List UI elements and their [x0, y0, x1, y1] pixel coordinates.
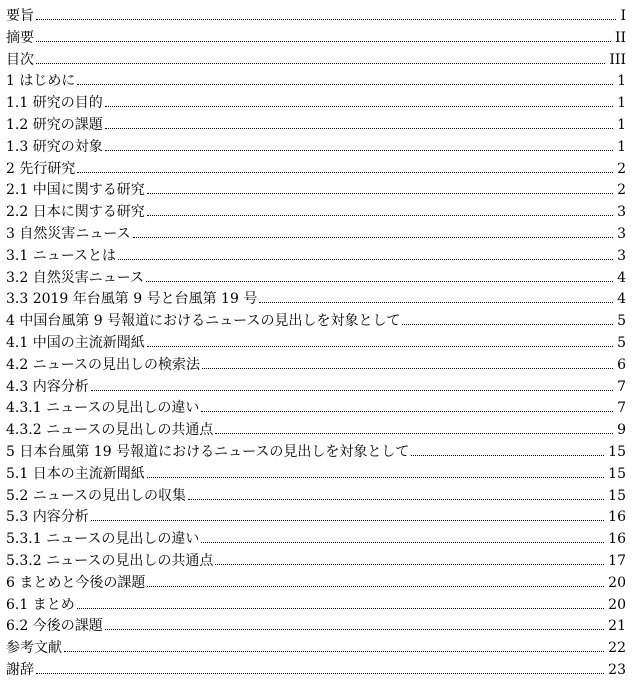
toc-entry-page: I — [620, 8, 626, 24]
toc-dot-leader — [36, 19, 616, 20]
toc-entry-page: 7 — [617, 400, 626, 417]
toc-entry-title: 6.2 今後の課題 — [6, 618, 103, 635]
toc-dot-leader — [201, 542, 604, 543]
toc-entry-title: 2 先行研究 — [6, 160, 76, 177]
toc-entry-3-1[interactable] — [6, 246, 626, 268]
toc-entry-acknowledgements[interactable] — [6, 660, 626, 682]
toc-entry-2-1[interactable] — [6, 180, 626, 202]
toc-dot-leader — [411, 455, 604, 456]
toc-entry-title: 1 はじめに — [6, 73, 76, 90]
toc-entry-title: 3.3 2019 年台風第 9 号と台風第 19 号 — [6, 291, 258, 308]
toc-entry-title: 3.2 自然災害ニュース — [6, 269, 145, 286]
toc-entry-mokuji[interactable] — [6, 50, 626, 72]
toc-entry-5-3-2[interactable] — [6, 551, 626, 573]
toc-entry-3[interactable] — [6, 224, 626, 246]
toc-entry-page: 15 — [608, 487, 626, 504]
toc-entry-yoshi[interactable] — [6, 6, 626, 28]
toc-entry-title: 4.1 中国の主流新聞紙 — [6, 334, 145, 351]
toc-entry-title: 1.2 研究の課題 — [6, 116, 103, 133]
toc-entry-page: III — [609, 51, 626, 68]
toc-dot-leader — [36, 41, 611, 42]
toc-dot-leader — [147, 193, 613, 194]
toc-entry-title: 6 まとめと今後の課題 — [6, 574, 146, 591]
toc-dot-leader — [215, 564, 604, 565]
toc-entry-teki[interactable] — [6, 28, 626, 50]
toc-entry-page: 20 — [608, 574, 626, 591]
toc-entry-page: 9 — [617, 422, 626, 439]
toc-entry-page: 15 — [608, 465, 626, 482]
toc-dot-leader — [147, 215, 613, 216]
toc-entry-title: 2.2 日本に関する研究 — [6, 204, 145, 221]
toc-entry-2[interactable] — [6, 159, 626, 181]
toc-entry-title: 参考文献 — [6, 640, 62, 657]
toc-entry-title: 4.3.2 ニュースの見出しの共通点 — [6, 422, 214, 439]
toc-entry-title: 3.1 ニュースとは — [6, 247, 117, 264]
toc-entry-2-2[interactable] — [6, 202, 626, 224]
toc-entry-title: 5.2 ニュースの見出しの収集 — [6, 487, 187, 504]
toc-entry-page: 5 — [617, 313, 626, 330]
toc-entry-title: 要旨 — [6, 8, 34, 24]
toc-entry-page: 4 — [617, 269, 626, 286]
toc-entry-5-3-1[interactable] — [6, 529, 626, 551]
toc-entry-page: 16 — [608, 531, 626, 548]
toc-dot-leader — [188, 499, 604, 500]
toc-entry-3-2[interactable] — [6, 268, 626, 290]
toc-dot-leader — [77, 172, 613, 173]
toc-dot-leader — [147, 346, 613, 347]
toc-entry-1-3[interactable] — [6, 137, 626, 159]
toc-entry-page: 22 — [608, 640, 626, 657]
toc-entry-1[interactable] — [6, 71, 626, 93]
toc-entry-page: 2 — [617, 182, 626, 199]
toc-dot-leader — [133, 237, 613, 238]
toc-entry-title: 4.2 ニュースの見出しの検索法 — [6, 356, 201, 373]
toc-dot-leader — [147, 586, 604, 587]
toc-entry-title: 4.3 内容分析 — [6, 378, 89, 395]
toc-entry-title: 5.3 内容分析 — [6, 509, 89, 526]
toc-entry-4-3-1[interactable] — [6, 398, 626, 420]
toc-entry-4[interactable] — [6, 311, 626, 333]
toc-dot-leader — [77, 608, 604, 609]
toc-entry-5-2[interactable] — [6, 486, 626, 508]
toc-entry-page: 3 — [617, 247, 626, 264]
toc-entry-page: 20 — [608, 596, 626, 613]
toc-entry-title: 目次 — [6, 51, 34, 68]
toc-entry-4-1[interactable] — [6, 333, 626, 355]
toc-dot-leader — [105, 629, 604, 630]
toc-dot-leader — [118, 259, 613, 260]
toc-dot-leader — [36, 63, 605, 64]
toc-entry-page: 6 — [617, 356, 626, 373]
toc-entry-page: 4 — [617, 291, 626, 308]
toc-entry-title: 3 自然災害ニュース — [6, 225, 131, 242]
toc-dot-leader — [64, 651, 604, 652]
toc-entry-page: 17 — [608, 552, 626, 569]
toc-dot-leader — [215, 433, 613, 434]
toc-entry-title: 5 日本台風第 19 号報道におけるニュースの見出しを対象として — [6, 443, 410, 460]
toc-entry-page: 7 — [617, 378, 626, 395]
toc-entry-page: II — [614, 29, 626, 46]
toc-entry-page: 5 — [617, 334, 626, 351]
toc-entry-page: 1 — [617, 138, 626, 155]
toc-entry-3-3[interactable] — [6, 289, 626, 311]
toc-entry-page: 15 — [608, 443, 626, 460]
toc-entry-title: 謝辞 — [6, 661, 34, 678]
toc-entry-page: 2 — [617, 160, 626, 177]
toc-dot-leader — [202, 368, 613, 369]
toc-entry-title: 2.1 中国に関する研究 — [6, 182, 145, 199]
toc-entry-title: 1.1 研究の目的 — [6, 95, 103, 112]
toc-dot-leader — [201, 411, 613, 412]
toc-entry-4-3-2[interactable] — [6, 420, 626, 442]
toc-entry-title: 4 中国台風第 9 号報道におけるニュースの見出しを対象として — [6, 313, 401, 330]
toc-dot-leader — [105, 150, 613, 151]
toc-entry-5-1[interactable] — [6, 464, 626, 486]
toc-entry-title: 1.3 研究の対象 — [6, 138, 103, 155]
toc-entry-page: 1 — [617, 73, 626, 90]
toc-entry-4-3[interactable] — [6, 377, 626, 399]
toc-dot-leader — [36, 673, 604, 674]
toc-entry-page: 1 — [617, 95, 626, 112]
toc-entry-page: 23 — [608, 661, 626, 678]
toc-dot-leader — [402, 324, 613, 325]
toc-entry-page: 3 — [617, 204, 626, 221]
toc-entry-page: 21 — [608, 618, 626, 635]
toc-entry-title: 5.3.1 ニュースの見出しの違い — [6, 531, 200, 548]
toc-entry-page: 1 — [617, 116, 626, 133]
toc-dot-leader — [146, 281, 613, 282]
toc-entry-4-2[interactable] — [6, 355, 626, 377]
table-of-contents — [6, 6, 626, 682]
toc-entry-title: 5.1 日本の主流新聞紙 — [6, 465, 145, 482]
toc-dot-leader — [105, 128, 613, 129]
toc-dot-leader — [259, 302, 613, 303]
toc-entry-6-1[interactable] — [6, 595, 626, 617]
toc-dot-leader — [147, 477, 604, 478]
toc-entry-title: 6.1 まとめ — [6, 596, 75, 613]
toc-dot-leader — [105, 106, 613, 107]
toc-entry-5-3[interactable] — [6, 507, 626, 529]
toc-dot-leader — [91, 520, 604, 521]
toc-entry-title: 4.3.1 ニュースの見出しの違い — [6, 400, 200, 417]
toc-entry-page: 3 — [617, 225, 626, 242]
toc-entry-title: 5.3.2 ニュースの見出しの共通点 — [6, 552, 214, 569]
toc-entry-6[interactable] — [6, 573, 626, 595]
toc-entry-1-2[interactable] — [6, 115, 626, 137]
toc-dot-leader — [91, 390, 613, 391]
toc-entry-page: 16 — [608, 509, 626, 526]
toc-entry-6-2[interactable] — [6, 616, 626, 638]
toc-dot-leader — [77, 84, 613, 85]
toc-entry-1-1[interactable] — [6, 93, 626, 115]
toc-entry-5[interactable] — [6, 442, 626, 464]
toc-entry-title: 摘要 — [6, 29, 34, 46]
